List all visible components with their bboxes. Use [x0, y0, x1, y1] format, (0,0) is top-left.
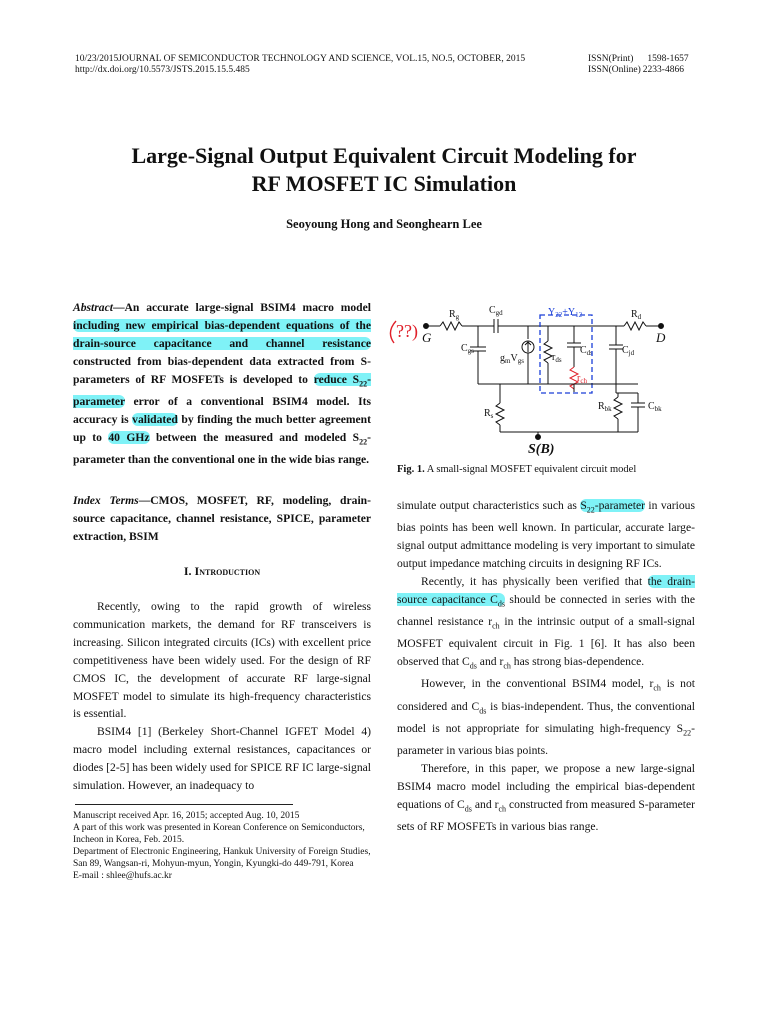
footnote-rule	[75, 804, 293, 805]
svg-text:Cgd: $C_{gd}$	[489, 305, 503, 317]
right-paragraph-2: Recently, it has physically been verified that the drain-source capacitance $C_{ds}$ should be connected in series with the channel resistance $r_{ch}$ in the intrinsic output of a small-signal MOSFET equivalent circuit in Fig. 1 [6]. It has also been observed that $C_{ds}$ and $r_{ch}$ has strong bias-dependence.	[397, 574, 695, 671]
abstract-label: Abstract	[73, 301, 113, 314]
highlight-3: validated	[132, 412, 178, 426]
highlight-s22: $S_{22}$-parameter	[580, 499, 645, 515]
issn-online-label: ISSN(Online)	[588, 65, 641, 75]
authors: Seoyoung Hong and Seonghearn Lee	[286, 217, 482, 231]
index-terms-label: Index Terms	[73, 494, 139, 507]
svg-text:rds: $r_{ds}$	[552, 352, 562, 364]
resistor-rbk	[614, 397, 622, 419]
svg-text:rch: $r_{ch}$	[577, 373, 587, 385]
resistor-rg	[440, 322, 462, 330]
highlight-cds: the drain-source capacitance $C_{ds}$	[397, 574, 695, 609]
footnotes	[73, 810, 371, 882]
section-heading-introduction: I. Introduction	[183, 564, 261, 578]
svg-text:gmVgs: $g_mV_{gs}$	[500, 353, 524, 365]
svg-text:Y22+Y12: $Y_{22}+Y_{12}$	[548, 307, 583, 319]
intro-right-text	[397, 497, 695, 836]
figure-caption-label: Fig. 1.	[397, 464, 425, 475]
svg-text:Cds: $C_{ds}$	[580, 345, 593, 357]
running-header	[75, 54, 675, 76]
title-line-1: Large-Signal Output Equivalent Circuit Modeling for	[131, 143, 637, 168]
resistor-rs	[496, 403, 504, 425]
right-paragraph-4: Therefore, in this paper, we propose a new large-signal BSIM4 macro model including the empirical bias-dependent equations of $C_{ds}$ and $r_{ch}$ constructed from measured S-parameter sets of RF MOSFETs in various bias range.	[397, 761, 695, 833]
svg-text:Rs: $R_s$	[484, 408, 494, 420]
paper-title	[40, 142, 728, 198]
intro-left-text	[73, 598, 371, 795]
highlight-1: including new empirical bias-dependent equations of the drain-source capacitance and channel resistance	[73, 318, 371, 350]
node-d	[659, 324, 664, 329]
resistor-rds	[544, 341, 552, 363]
doi-link[interactable]: http://dx.doi.org/10.5573/JSTS.2015.15.5.485	[75, 65, 250, 75]
issn-online: 2233-4866	[642, 65, 684, 75]
footnote-presented: A part of this work was presented in Korean Conference on Semiconductors, Incheon in Korea, Feb. 2015.	[73, 823, 365, 845]
svg-text:Rbk: $R_{bk}$	[598, 401, 612, 413]
footnote-email: E-mail : shlee@hufs.ac.kr	[73, 871, 172, 881]
label-sb: S(B)	[528, 442, 555, 457]
issn-block	[588, 54, 718, 76]
intro-paragraph-2: BSIM4 [1] (Berkeley Short-Channel IGFET Model 4) macro model including external resistances, capacitances or diodes [2-5] has been widely used for SPICE RF IC large-signal simulation. However, an inadequacy to	[73, 725, 371, 793]
intro-paragraph-1: Recently, owing to the rapid growth of wireless communication markets, the demand for RF transceivers is increasing. Silicon integrated circuits (ICs) with excellent price competitiveness have been widely used. For the design of RF CMOS IC, the development of accurate RF large-signal MOSFET model to simulate its high-frequency characteristics is essential.	[73, 600, 371, 721]
journal-line: 10/23/2015JOURNAL OF SEMICONDUCTOR TECHNOLOGY AND SCIENCE, VOL.15, NO.5, OCTOBER, 2015	[75, 54, 526, 64]
red-question-annotation: ??)	[396, 321, 418, 341]
svg-text:Cbk: $C_{bk}$	[648, 401, 662, 413]
abstract: Abstract—An accurate large-signal BSIM4 macro model including new empirical bias-dependent equations of the drain-source capacitance and channel resistance constructed from bias-dependent data extracted from S-parameters of RF MOSFETs is developed to reduce $S_{22}$-parameter error of a conventional BSIM4 model. Its accuracy is validated by finding the much better agreement up to 40 GHz between the measured and modeled $S_{22}$-parameter than the conventional one in the wide bias range.	[73, 301, 371, 466]
footnote-manuscript: Manuscript received Apr. 16, 2015; accepted Aug. 10, 2015	[73, 811, 300, 821]
label-g: G	[422, 330, 432, 345]
highlight-4: 40 GHz	[108, 430, 150, 444]
highlight-2: reduce $S_{22}$-parameter	[73, 372, 371, 408]
svg-text:Rg: $R_g$	[449, 309, 460, 321]
svg-text:Cgs: $C_{gs}$	[461, 343, 474, 355]
footnote-department: Department of Electronic Engineering, Hankuk University of Foreign Studies, San 89, Wangsan-ri, Mohyun-myun, Yongin, Kyungki-do 449-791, Korea	[73, 847, 371, 869]
svg-text:Cjd: $C_{jd}$	[622, 345, 635, 357]
title-line-2: RF MOSFET IC Simulation	[251, 171, 517, 196]
node-sb	[536, 435, 541, 440]
svg-text:Rd: $R_d$	[631, 309, 642, 321]
issn-print-label: ISSN(Print)	[588, 54, 634, 64]
label-d: D	[656, 330, 666, 345]
figure-caption: Fig. 1. A small-signal MOSFET equivalent circuit model	[397, 464, 637, 475]
index-terms: Index Terms—CMOS, MOSFET, RF, modeling, drain-source capacitance, channel resistance, SPICE, parameter extraction, BSIM	[73, 494, 371, 543]
right-paragraph-3: However, in the conventional BSIM4 model, $r_{ch}$ is not considered and $C_{ds}$ is bias-independent. Thus, the conventional model is not appropriate for simulating high-frequency $S_{22}$-parameter in various bias points.	[397, 677, 695, 758]
resistor-rd	[624, 322, 646, 330]
right-paragraph-1: simulate output characteristics such as $S_{22}$-parameter in various bias points has been well known. In particular, accurate large-signal output admittance modeling is very important to simulate output impedance matching circuits in designing RF ICs.	[397, 499, 695, 571]
issn-print: 1598-1657	[647, 54, 689, 64]
circuit-diagram	[388, 295, 688, 460]
